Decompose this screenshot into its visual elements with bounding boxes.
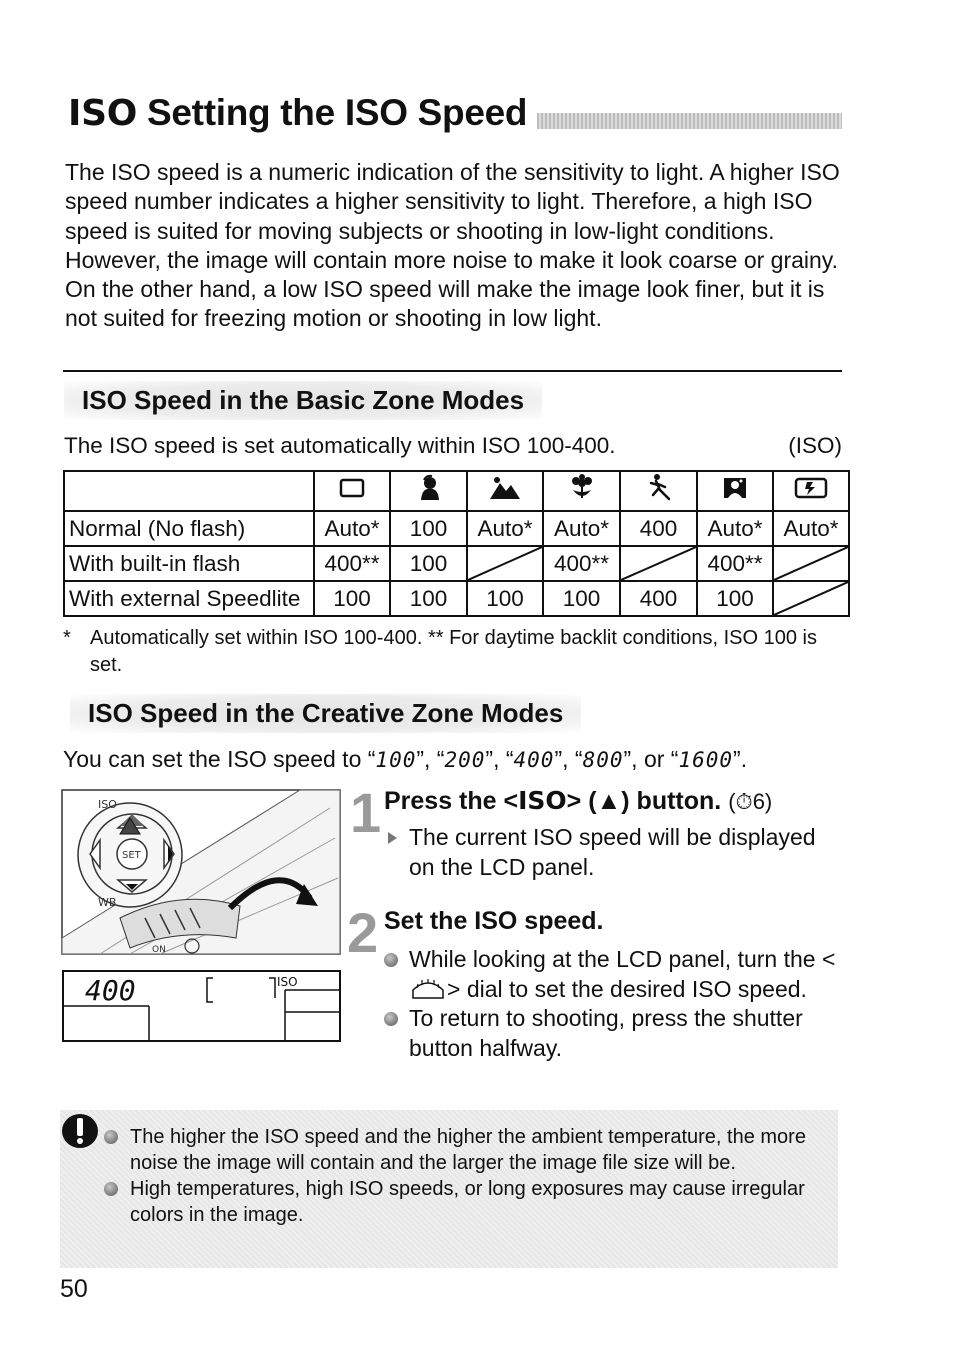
bullet-text: > dial to set the desired ISO speed. [447, 975, 807, 1002]
table-cell: Auto* [773, 511, 849, 546]
title-decoration-bar [537, 113, 842, 129]
page-title-text: Setting the ISO Speed [147, 92, 528, 133]
step-1-title-a: Press the < [384, 787, 519, 815]
creative-line-prefix: You can set the ISO speed to “ [63, 746, 376, 772]
bullet-text: To return to shooting, press the shutter button halfway. [409, 1005, 803, 1061]
wb-button-label: WB [98, 896, 117, 909]
table-cell: Auto* [314, 511, 390, 546]
basic-zone-description [64, 433, 842, 459]
iso-button-icon: ISO [518, 786, 567, 815]
table-row [64, 581, 849, 616]
flash-off-icon [773, 471, 849, 511]
caution-list [104, 1124, 814, 1228]
separator: ”, “ [554, 746, 583, 772]
creative-zone-description [63, 746, 747, 773]
row-label: With built-in flash [64, 546, 314, 581]
lcd-iso-value: 400 [85, 974, 136, 1007]
table-corner-cell [64, 471, 314, 511]
bullet-icon [384, 1012, 398, 1026]
list-item [104, 1176, 814, 1228]
step-1-number: 1 [350, 781, 382, 844]
table-cell: 100 [390, 511, 467, 546]
bullet-text: While looking at the LCD panel, turn the < [409, 946, 836, 972]
table-footnote [63, 625, 853, 685]
row-label: Normal (No flash) [64, 511, 314, 546]
step-2-title: Set the ISO speed. [384, 907, 604, 935]
table-cell: Auto* [467, 511, 543, 546]
step-1-text: The current ISO speed will be displayed on the LCD panel. [409, 824, 816, 880]
row-label: With external Speedlite [64, 581, 314, 616]
iso-value: 1600 [678, 748, 734, 772]
iso-value: 100 [375, 748, 417, 772]
portrait-icon [390, 471, 467, 511]
set-label: SET [122, 850, 141, 861]
camera-top-illustration [60, 788, 345, 958]
separator: ”, “ [485, 746, 514, 772]
table-cell: 400** [697, 546, 773, 581]
caution-icon [60, 1112, 100, 1150]
page-number: 50 [60, 1275, 88, 1303]
not-applicable-cell [467, 546, 543, 581]
step-2-bullets [384, 945, 839, 1063]
list-item [384, 945, 839, 1004]
iso-button-label: ISO [98, 798, 117, 811]
step-1-result [384, 823, 824, 882]
table-cell: 100 [314, 581, 390, 616]
lcd-iso-label: ISO [277, 975, 298, 989]
result-arrow-icon [388, 832, 397, 844]
sports-icon [620, 471, 697, 511]
iso-value: 400 [513, 748, 555, 772]
timer-reference: (⏱6) [728, 789, 773, 814]
iso-icon: ISO [68, 93, 138, 134]
lcd-panel-illustration [61, 968, 343, 1044]
bullet-icon [104, 1130, 118, 1144]
separator: ”, or “ [623, 746, 679, 772]
table-row [64, 511, 849, 546]
step-1-title-b: > (▲) button. [566, 787, 722, 815]
table-cell: Auto* [543, 511, 620, 546]
table-row [64, 546, 849, 581]
not-applicable-cell [620, 546, 697, 581]
page-title [68, 92, 527, 134]
bullet-icon [384, 953, 398, 967]
footnote-star: * [63, 627, 71, 649]
night-portrait-icon [697, 471, 773, 511]
intro-paragraph: The ISO speed is a numeric indication of the sensitivity to light. A higher ISO speed number indicates a higher sensitivity to light. Therefore, a high ISO speed is suited for moving subjects or shooting in low-light conditions. However, the image will contain more noise to make it look coarse or grainy. On the other hand, a low ISO speed will make the image look finer, but it is not suited for freezing motion or shooting in low light. [65, 159, 840, 332]
main-dial-icon [409, 978, 447, 1000]
table-cell: 400** [543, 546, 620, 581]
table-cell: 100 [467, 581, 543, 616]
divider [63, 370, 842, 372]
table-cell: 400** [314, 546, 390, 581]
creative-line-suffix: ”. [733, 746, 748, 772]
list-item [104, 1124, 814, 1176]
on-label: ON [152, 945, 166, 955]
basic-zone-heading: ISO Speed in the Basic Zone Modes [64, 381, 542, 420]
basic-zone-iso-table [63, 470, 850, 617]
table-cell: 400 [620, 511, 697, 546]
step-1-title [384, 786, 772, 816]
creative-zone-heading: ISO Speed in the Creative Zone Modes [70, 694, 581, 733]
separator: ”, “ [416, 746, 445, 772]
basic-zone-line: The ISO speed is set automatically within ISO 100-400. [64, 433, 616, 458]
caution-text: The higher the ISO speed and the higher the ambient temperature, the more noise the image will contain and the larger the image file size will be. [130, 1126, 806, 1174]
table-header-row [64, 471, 849, 511]
table-cell: 400 [620, 581, 697, 616]
close-up-icon [543, 471, 620, 511]
iso-unit-label: (ISO) [788, 433, 842, 458]
iso-value: 200 [444, 748, 486, 772]
not-applicable-cell [773, 581, 849, 616]
bullet-icon [104, 1182, 118, 1196]
table-cell: 100 [543, 581, 620, 616]
iso-value: 800 [582, 748, 624, 772]
not-applicable-cell [773, 546, 849, 581]
footnote-text: Automatically set within ISO 100-400. ** For daytime backlit conditions, ISO 100 is set. [90, 627, 818, 676]
table-cell: Auto* [697, 511, 773, 546]
full-auto-icon [314, 471, 390, 511]
step-2-number: 2 [347, 901, 379, 964]
table-cell: 100 [697, 581, 773, 616]
list-item [384, 1004, 839, 1063]
table-cell: 100 [390, 546, 467, 581]
landscape-icon [467, 471, 543, 511]
caution-text: High temperatures, high ISO speeds, or long exposures may cause irregular colors in the image. [130, 1178, 805, 1226]
table-cell: 100 [390, 581, 467, 616]
